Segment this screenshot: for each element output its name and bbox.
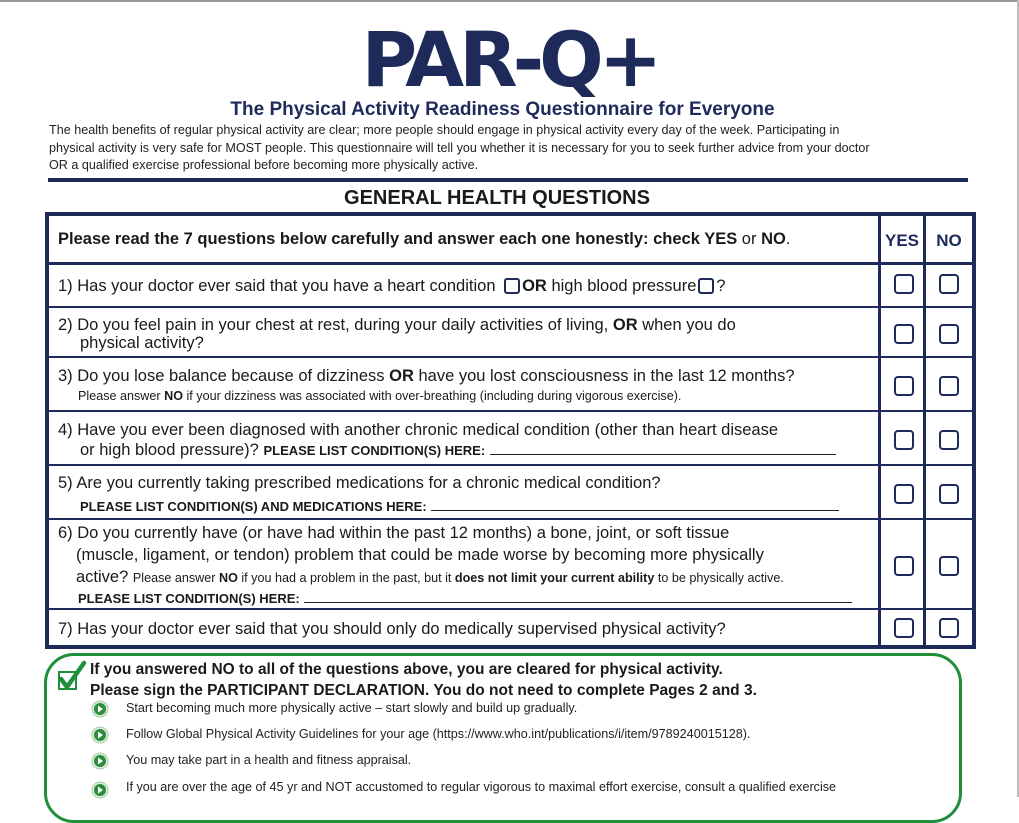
yes-column-header: YES [884,231,920,250]
cleared-line-2: Please sign the PARTICIPANT DECLARATION. You do not need to complete Pages 2 and 3. [90,682,757,699]
question-4 [58,420,870,461]
q1-no-checkbox[interactable] [939,274,959,294]
q3-note [58,387,870,405]
q6-note-c: to be physically active. [657,571,784,585]
q3-or: OR [389,367,414,385]
instructions-yes: YES [704,230,738,248]
row-divider [49,356,972,358]
q3-yes-checkbox[interactable] [894,376,914,396]
green-arrow-bullet-icon [91,752,109,770]
row-divider [49,518,972,520]
q1-yes-checkbox[interactable] [894,274,914,294]
q4-text-b: or high blood pressure)? [80,441,259,459]
q1-qmark: ? [716,277,726,295]
q2-or: OR [612,316,638,334]
green-arrow-bullet-icon [91,700,109,718]
row-divider [49,608,972,610]
row-divider [49,410,972,412]
q2-text: 2) Do you feel pain in your chest at rest, during your daily activities of living, [58,316,609,334]
q6-note [133,571,784,585]
q6-text-c [58,566,870,588]
q5-medications-field[interactable] [431,496,839,511]
q5-cont [58,495,870,518]
q3-no-checkbox[interactable] [939,376,959,396]
question-7: 7) Has your doctor ever said that you should only do medically supervised physical activity? [58,620,726,638]
top-border [0,0,1019,2]
q5-yes-checkbox[interactable] [894,484,914,504]
intro-line-1: The health benefits of regular physical activity are clear; more people should engage in physical activity every day of the week. Participating in [49,123,840,137]
q6-no-checkbox[interactable] [939,556,959,576]
q6-list-label: PLEASE LIST CONDITION(S) HERE: [78,591,300,606]
q4-conditions-field[interactable] [490,440,836,455]
q6-note-no: NO [218,571,238,585]
column-divider-no [923,216,926,645]
questions-table [45,212,976,649]
cleared-bullet-2: Follow Global Physical Activity Guidelines for your age (https://www.who.int/publications/i/item/9789240015128). [126,727,751,741]
q3-text: 3) Do you lose balance because of dizziness [58,367,385,385]
q7-no-checkbox[interactable] [939,618,959,638]
q6-note-a: Please answer [132,571,216,585]
heart-condition-checkbox[interactable] [504,278,520,294]
q2-text-b: when you do [642,316,736,334]
no-column-header: NO [936,231,962,250]
q7-yes-checkbox[interactable] [894,618,914,638]
cleared-bullet-3: You may take part in a health and fitness appraisal. [126,753,412,767]
instructions-no: NO [761,230,786,248]
q6-note-b: if you had a problem in the past, but it [241,571,452,585]
instructions-period: . [785,230,791,248]
cleared-bullet-1: Start becoming much more physically active – start slowly and build up gradually. [126,701,578,715]
q5-text: 5) Are you currently taking prescribed medications for a chronic medical condition? [58,474,661,492]
q4-yes-checkbox[interactable] [894,430,914,450]
q6-text: 6) Do you currently have (or have had within the past 12 months) a bone, joint, or soft tissue [58,524,730,542]
green-check-icon [57,660,87,692]
q3-note-b: if your dizziness was associated with over-breathing (including during vigorous exercise). [186,389,682,403]
section-divider [48,178,968,182]
question-2 [58,316,870,352]
intro-line-2: physical activity is very safe for MOST people. This questionnaire will tell you whether it is necessary for you to seek further advice from your doctor [49,140,870,155]
parq-logo: PAR-Q+ [361,15,658,104]
q1-text-b: high blood pressure [551,277,697,295]
q6-text-b: (muscle, ligament, or tendon) problem that could be made worse by becoming more physically [76,546,764,564]
table-instructions [58,230,790,249]
row-divider [49,464,972,466]
instructions-or: or [737,230,762,248]
page-subtitle: The Physical Activity Readiness Questionnaire for Everyone [230,99,775,120]
cleared-line-1: If you answered NO to all of the questions above, you are cleared for physical activity. [90,661,723,678]
q4-list-label: PLEASE LIST CONDITION(S) HERE: [263,443,486,458]
instructions-text: Please read the 7 questions below carefully and answer each one honestly: check [58,230,705,248]
green-arrow-bullet-icon [91,781,109,799]
q1-text: 1) Has your doctor ever said that you have a heart condition [58,277,496,295]
q5-no-checkbox[interactable] [939,484,959,504]
question-5 [58,472,870,518]
high-blood-pressure-checkbox[interactable] [698,278,714,294]
question-1 [58,276,870,297]
q3-note-no: NO [164,389,183,403]
q4-text: 4) Have you ever been diagnosed with another chronic medical condition (other than heart disease [58,421,779,439]
row-divider [49,306,972,308]
header-divider [49,262,972,265]
section-title: GENERAL HEALTH QUESTIONS [344,187,650,209]
q6-conditions-field[interactable] [304,588,852,603]
column-divider-yes [878,216,881,645]
q5-list-label: PLEASE LIST CONDITION(S) AND MEDICATIONS HERE: [80,499,427,514]
question-6 [58,522,870,607]
q3-note-a: Please answer [78,389,161,403]
intro-line-3: OR a qualified exercise professional before becoming more physically active. [49,158,479,172]
cleared-heading [90,659,757,701]
q6-yes-checkbox[interactable] [894,556,914,576]
green-arrow-bullet-icon [91,726,109,744]
q6-note-bold: does not limit your current ability [454,571,655,585]
q2-text-cont: physical activity? [80,334,204,352]
q1-or: OR [522,277,547,295]
q6-active: active? [76,568,129,586]
cleared-bullet-4: If you are over the age of 45 yr and NOT accustomed to regular vigorous to maximal effort exercise, consult a qualified exercise [126,780,837,794]
q3-text-b: have you lost consciousness in the last 12 months? [418,367,795,385]
q2-yes-checkbox[interactable] [894,324,914,344]
q4-no-checkbox[interactable] [939,430,959,450]
q2-no-checkbox[interactable] [939,324,959,344]
question-3 [58,366,870,405]
q4-cont [58,440,870,461]
q6-list [58,588,870,607]
intro-paragraph [49,122,979,175]
